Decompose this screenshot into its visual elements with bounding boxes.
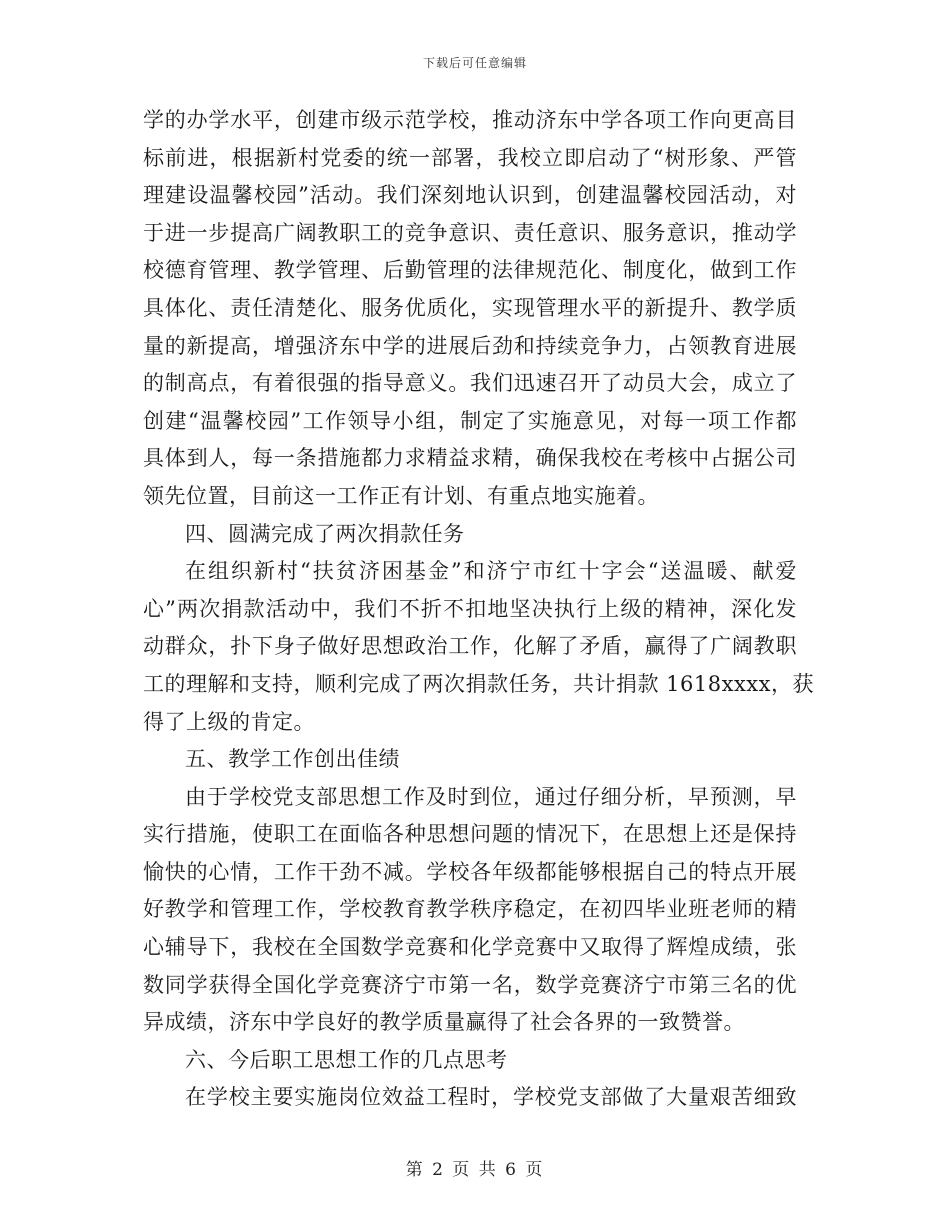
text-line: 校德育管理、教学管理、后勤管理的法律规范化、制度化，做到工作 [143,258,797,283]
text-line: 得了上级的肯定。 [143,709,315,734]
text-line: 学的办学水平，创建市级示范学校，推动济东中学各项工作向更高目 [143,108,797,132]
page-number-footer: 第 2 页 共 6 页 [405,1160,545,1180]
text-line: 具体到人，每一条措施都力求精益求精，确保我校在考核中占据公司 [143,446,797,471]
text-line: 好教学和管理工作，学校教育教学秩序稳定，在初四毕业班老师的精 [143,897,797,922]
text-line: 愉快的心情，工作干劲不减。学校各年级都能够根据自己的特点开展 [143,859,797,884]
text-line: 于进一步提高广阔教职工的竞争意识、责任意识、服务意识，推动学 [143,220,797,245]
text-line: 量的新提高，增强济东中学的进展后劲和持续竞争力，占领教育进展 [143,333,797,358]
text-line: 四、圆满完成了两次捐款任务 [185,521,465,546]
text-line: 领先位置，目前这一工作正有计划、有重点地实施着。 [143,483,659,508]
text-line: 数同学获得全国化学竞赛济宁市第一名，数学竞赛济宁市第三名的优 [143,972,797,997]
document-body [143,102,814,1117]
text-line: 在组织新村“扶贫济困基金”和济宁市红十字会“送温暖、献爱 [185,559,797,584]
text-line: 动群众，扑下身子做好思想政治工作，化解了矛盾，赢得了广阔教职 [143,634,797,659]
text-line: 标前进，根据新村党委的统一部署，我校立即启动了“树形象、严管 [143,145,797,170]
text-line: 五、教学工作创出佳绩 [185,747,400,772]
page-header: 下载后可任意编辑 [422,56,527,70]
text-line: 工的理解和支持，顺利完成了两次捐款任务，共计捐款 1618xxxx，获 [143,671,814,696]
text-line: 异成绩，济东中学良好的教学质量赢得了社会各界的一致赞誉。 [143,1010,745,1035]
text-line: 实行措施，使职工在面临各种思想问题的情况下，在思想上还是保持 [143,822,797,847]
text-line: 的制高点，有着很强的指导意义。我们迅速召开了动员大会，成立了 [143,371,797,396]
text-line: 在学校主要实施岗位效益工程时，学校党支部做了大量艰苦细致 [185,1085,797,1110]
text-line: 具体化、责任清楚化、服务优质化，实现管理水平的新提升、教学质 [143,295,797,320]
text-line: 理建设温馨校园”活动。我们深刻地认识到，创建温馨校园活动，对 [143,183,797,208]
text-line: 心”两次捐款活动中，我们不折不扣地坚决执行上级的精神，深化发 [143,596,797,621]
text-line: 六、今后职工思想工作的几点思考 [185,1047,508,1072]
text-line: 由于学校党支部思想工作及时到位，通过仔细分析，早预测，早 [185,784,797,809]
text-line: 心辅导下，我校在全国数学竞赛和化学竞赛中又取得了辉煌成绩，张 [143,935,797,960]
text-line: 创建“温馨校园”工作领导小组，制定了实施意见，对每一项工作都 [143,408,797,433]
